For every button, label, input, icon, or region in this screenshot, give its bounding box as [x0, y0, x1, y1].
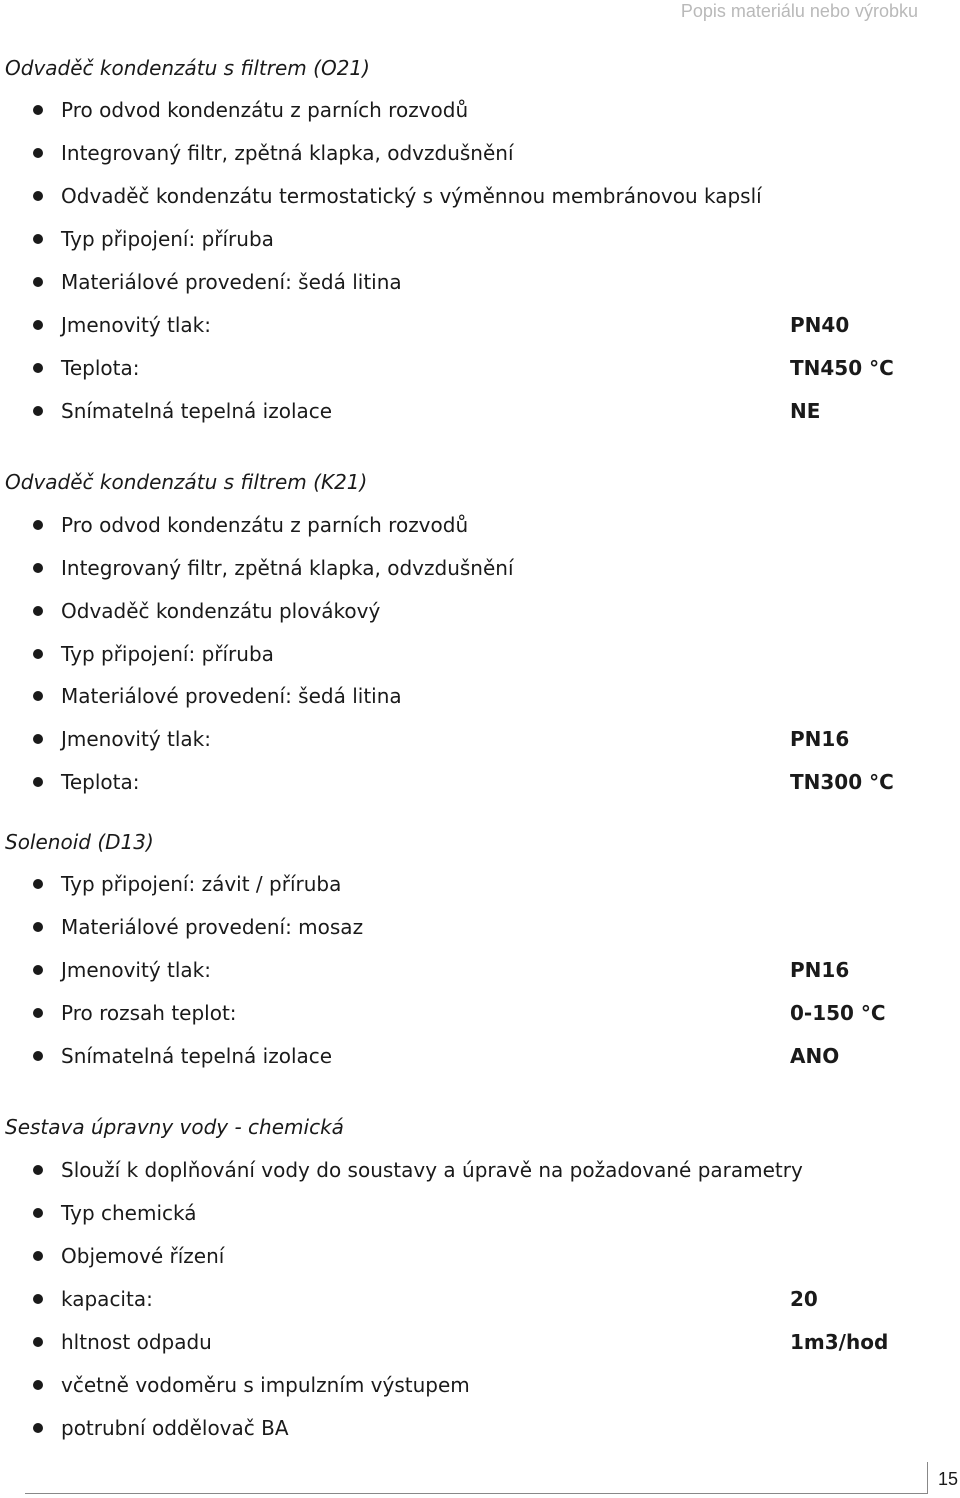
bullet-icon	[33, 1165, 43, 1175]
item-label: Materiálové provedení: šedá litina	[61, 684, 402, 708]
item-label: Typ připojení: příruba	[61, 227, 274, 251]
list-item	[0, 140, 960, 166]
item-label: Snímatelná tepelná izolace	[61, 399, 333, 423]
bullet-icon	[33, 234, 43, 244]
item-label: kapacita:	[61, 1287, 153, 1311]
list-item	[0, 226, 960, 252]
item-value: ANO	[790, 1044, 840, 1068]
bullet-icon	[33, 320, 43, 330]
bullet-icon	[33, 105, 43, 115]
bullet-icon	[33, 277, 43, 287]
list-item	[0, 555, 960, 581]
list-item	[0, 1415, 960, 1441]
list-item	[0, 312, 960, 338]
bullet-icon	[33, 965, 43, 975]
item-value: TN300 °C	[790, 770, 894, 794]
bullet-icon	[33, 649, 43, 659]
bullet-icon	[33, 148, 43, 158]
list-item	[0, 726, 960, 752]
bullet-icon	[33, 1008, 43, 1018]
footer-rule	[25, 1493, 927, 1494]
list-item	[0, 1043, 960, 1069]
item-value: PN16	[790, 727, 850, 751]
list-item	[0, 1286, 960, 1312]
list-item	[0, 398, 960, 424]
bullet-icon	[33, 520, 43, 530]
list-item	[0, 641, 960, 667]
item-label: Objemové řízení	[61, 1244, 225, 1268]
list-item	[0, 269, 960, 295]
list-item	[0, 1000, 960, 1026]
list-item	[0, 512, 960, 538]
bullet-icon	[33, 1251, 43, 1261]
item-label: Materiálové provedení: šedá litina	[61, 270, 402, 294]
item-label: Typ chemická	[61, 1201, 197, 1225]
item-value: NE	[790, 399, 821, 423]
footer-separator	[927, 1462, 928, 1494]
item-value: 1m3/hod	[790, 1330, 889, 1354]
bullet-icon	[33, 406, 43, 416]
item-label: včetně vodoměru s impulzním výstupem	[61, 1373, 470, 1397]
item-label: Typ připojení: příruba	[61, 642, 274, 666]
bullet-icon	[33, 1051, 43, 1061]
item-label: Integrovaný filtr, zpětná klapka, odvzdušnění	[61, 141, 514, 165]
list-item	[0, 183, 960, 209]
list-item	[0, 1329, 960, 1355]
list-item	[0, 598, 960, 624]
item-label: Odvaděč kondenzátu plovákový	[61, 599, 381, 623]
item-label: Jmenovitý tlak:	[61, 958, 211, 982]
list-item	[0, 1200, 960, 1226]
item-label: Integrovaný filtr, zpětná klapka, odvzdušnění	[61, 556, 514, 580]
bullet-icon	[33, 879, 43, 889]
item-label: Jmenovitý tlak:	[61, 313, 211, 337]
item-label: Teplota:	[61, 770, 140, 794]
bullet-icon	[33, 691, 43, 701]
list-item	[0, 1372, 960, 1398]
item-value: 20	[790, 1287, 818, 1311]
bullet-icon	[33, 1294, 43, 1304]
list-item	[0, 871, 960, 897]
bullet-icon	[33, 734, 43, 744]
list-item	[0, 769, 960, 795]
bullet-icon	[33, 1337, 43, 1347]
item-label: Snímatelná tepelná izolace	[61, 1044, 333, 1068]
section-title-k21: Odvaděč kondenzátu s filtrem (K21)	[5, 470, 368, 494]
item-label: Pro rozsah teplot:	[61, 1001, 237, 1025]
item-value: PN16	[790, 958, 850, 982]
section-title-d13: Solenoid (D13)	[5, 830, 154, 854]
item-label: Teplota:	[61, 356, 140, 380]
item-label: Slouží k doplňování vody do soustavy a úpravě na požadované parametry	[61, 1158, 803, 1182]
list-item	[0, 97, 960, 123]
item-value: TN450 °C	[790, 356, 894, 380]
bullet-icon	[33, 606, 43, 616]
bullet-icon	[33, 777, 43, 787]
bullet-icon	[33, 1208, 43, 1218]
list-item	[0, 1243, 960, 1269]
bullet-icon	[33, 1380, 43, 1390]
item-label: hltnost odpadu	[61, 1330, 212, 1354]
list-item	[0, 1157, 960, 1183]
item-label: Odvaděč kondenzátu termostatický s výměnnou membránovou kapslí	[61, 184, 762, 208]
bullet-icon	[33, 191, 43, 201]
bullet-icon	[33, 363, 43, 373]
item-label: Jmenovitý tlak:	[61, 727, 211, 751]
item-label: Pro odvod kondenzátu z parních rozvodů	[61, 98, 469, 122]
page-number: 15	[938, 1469, 959, 1489]
list-item	[0, 957, 960, 983]
item-label: Pro odvod kondenzátu z parních rozvodů	[61, 513, 469, 537]
item-value: PN40	[790, 313, 850, 337]
bullet-icon	[33, 922, 43, 932]
section-title-o21: Odvaděč kondenzátu s filtrem (O21)	[5, 56, 370, 80]
bullet-icon	[33, 1423, 43, 1433]
section-title-water-treatment: Sestava úpravny vody - chemická	[5, 1115, 344, 1139]
list-item	[0, 914, 960, 940]
item-value: 0-150 °C	[790, 1001, 886, 1025]
bullet-icon	[33, 563, 43, 573]
item-label: potrubní oddělovač BA	[61, 1416, 289, 1440]
list-item	[0, 355, 960, 381]
list-item	[0, 683, 960, 709]
running-header: Popis materiálu nebo výrobku	[680, 1, 918, 21]
item-label: Materiálové provedení: mosaz	[61, 915, 364, 939]
item-label: Typ připojení: závit / příruba	[61, 872, 342, 896]
